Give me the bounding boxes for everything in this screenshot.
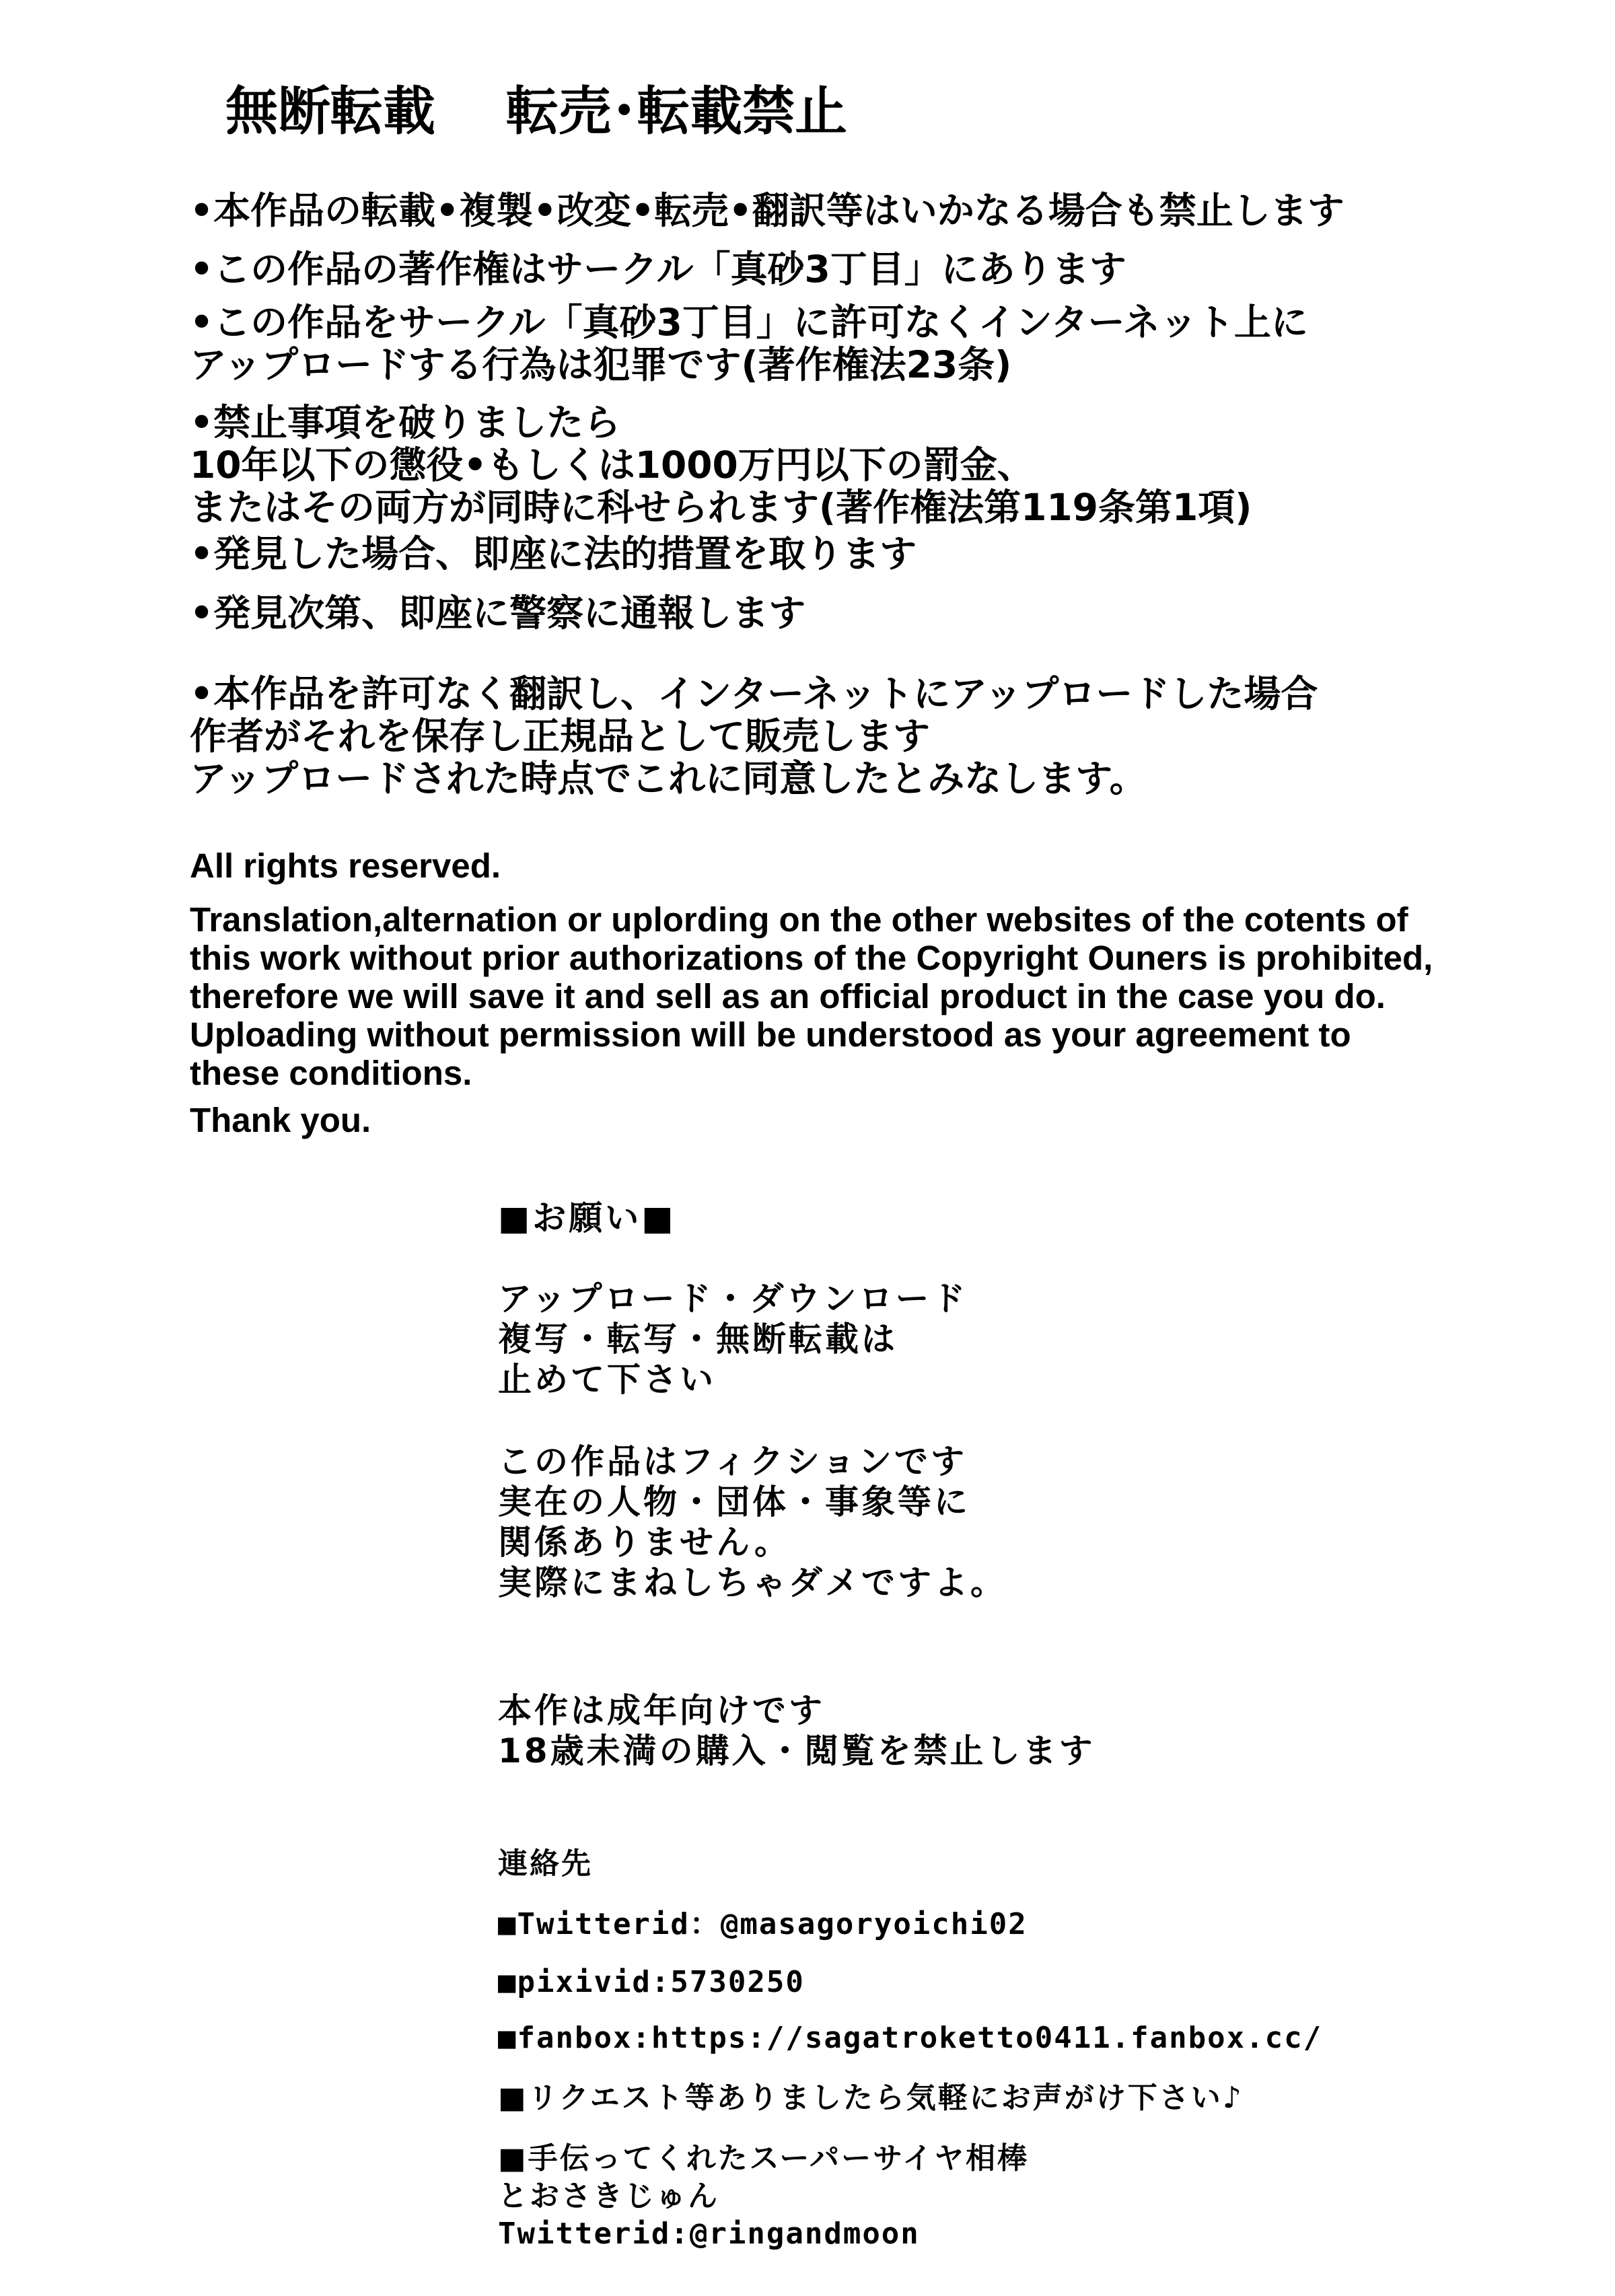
notice-line: •発見次第、即座に警察に通報します <box>190 591 806 635</box>
helper-twitter-id: Twitterid:@ringandmoon <box>498 2217 920 2251</box>
request-line: この作品はフィクションです <box>498 1442 967 1481</box>
notice-copyright-holder <box>190 248 1126 291</box>
notice-line: またはその両方が同時に科せられます(著作権法第119条第1項) <box>190 486 1252 529</box>
notice-line: •この作品をサークル「真砂3丁目」に許可なくインターネット上に <box>190 301 1308 344</box>
request-line: 実際にまねしちゃダメですよ。 <box>498 1563 1007 1602</box>
notice-police <box>190 592 805 635</box>
notice-line: •本作品の転載•複製•改変•転売•翻訳等はいかなる場合も禁止します <box>190 189 1344 232</box>
contact-request-line <box>498 2079 1244 2117</box>
request-adult-only <box>498 1690 1096 1771</box>
request-line: 18歳未満の購入・閲覧を禁止します <box>498 1731 1096 1770</box>
english-line: Translation,alternation or uplording on the other websites of the cotents of <box>190 900 1408 939</box>
helper-name: とおさきじゅん <box>498 2179 719 2213</box>
english-line: therefore we will save it and sell as an official product in the case you do. <box>190 977 1386 1015</box>
notice-line: •発見した場合、即座に法的措置を取ります <box>190 532 917 575</box>
contact-pixiv <box>498 1964 805 2001</box>
english-line: Uploading without permission will be understood as your agreement to <box>190 1015 1351 1054</box>
notice-penalty <box>190 402 1252 529</box>
request-line: 本作は成年向けです <box>498 1691 825 1730</box>
page-title: 無断転載 転売･転載禁止 <box>225 81 848 142</box>
request-heading-text: ■お願い■ <box>498 1198 676 1237</box>
notice-line: アップロードする行為は犯罪です(著作権法23条) <box>190 343 1012 386</box>
notice-line: アップロードされた時点でこれに同意したとみなします。 <box>190 757 1147 800</box>
contact-fanbox <box>498 2019 1322 2057</box>
contact-helper <box>498 2140 1029 2253</box>
english-line: these conditions. <box>190 1054 472 1092</box>
contact-heading <box>498 1845 593 1883</box>
request-line: 関係ありません。 <box>498 1523 791 1562</box>
request-line: 止めて下さい <box>498 1360 716 1399</box>
rights-reserved-line: All rights reserved. <box>190 847 501 885</box>
notice-line: •本作品を許可なく翻訳し、インターネットにアップロードした場合 <box>190 672 1318 715</box>
pixiv-id: ■pixivid:5730250 <box>498 1965 805 1999</box>
request-line: 複写・転写・無断転載は <box>498 1320 898 1359</box>
notice-translation <box>190 673 1318 800</box>
english-rights-reserved <box>190 847 501 885</box>
thanks-line: Thank you. <box>190 1101 371 1139</box>
english-line: this work without prior authorizations of the Copyright Ouners is prohibited, <box>190 939 1433 977</box>
english-thanks <box>190 1101 371 1139</box>
notice-line: •この作品の著作権はサークル「真砂3丁目」にあります <box>190 248 1126 291</box>
request-fiction <box>498 1441 1007 1603</box>
fanbox-url: ■fanbox:https://sagatroketto0411.fanbox.cc/ <box>498 2021 1323 2055</box>
request-no-upload <box>498 1279 968 1400</box>
contact-heading-text: 連絡先 <box>498 1846 593 1881</box>
notice-line: 作者がそれを保存し正規品として販売します <box>190 715 931 758</box>
notice-legal-action <box>190 533 917 575</box>
english-notice-body <box>190 900 1433 1092</box>
helper-credit: ■手伝ってくれたスーパーサイヤ相棒 <box>498 2141 1030 2176</box>
notice-upload-crime <box>190 301 1308 386</box>
request-line: 実在の人物・団体・事象等に <box>498 1482 970 1521</box>
notice-line: •禁止事項を破りましたら <box>190 401 621 444</box>
request-line: アップロード・ダウンロード <box>498 1279 968 1318</box>
twitter-id: ■Twitterid：@masagoryoichi02 <box>498 1907 1028 1941</box>
contact-twitter <box>498 1906 1028 1943</box>
notice-line: 10年以下の懲役•もしくは1000万円以下の罰金、 <box>190 443 1034 487</box>
request-welcome-text: ■リクエスト等ありましたら気軽にお声がけ下さい♪ <box>498 2081 1244 2115</box>
request-heading <box>498 1198 676 1238</box>
notice-no-reproduction <box>190 190 1344 232</box>
